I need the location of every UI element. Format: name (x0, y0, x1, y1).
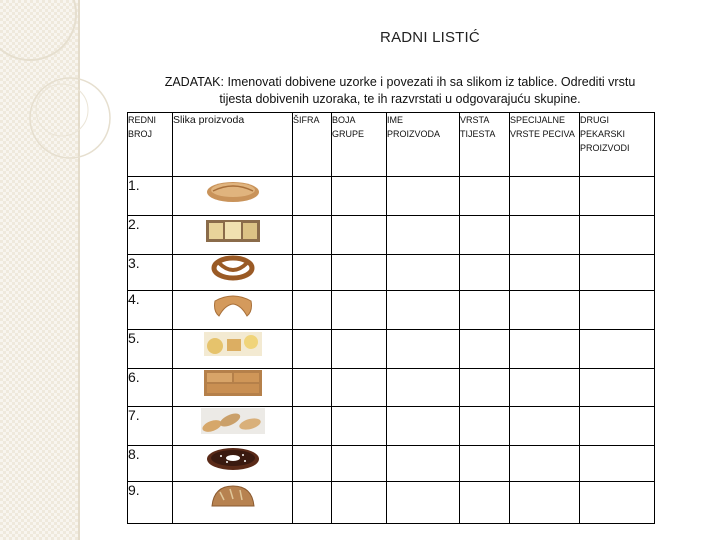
task-instructions (130, 74, 670, 108)
row-number: 1. (128, 177, 173, 216)
table-row (128, 290, 655, 329)
header-specijalne-vrste-peciva: SPECIJALNE VRSTE PECIVA (510, 113, 580, 177)
row-number: 8. (128, 446, 173, 482)
header-sifra: ŠIFRA (293, 113, 332, 177)
table-row (128, 407, 655, 446)
task-line-1: ZADATAK: Imenovati dobivene uzorke i povezati ih sa slikom iz tablice. Odrediti vrstu (164, 75, 636, 89)
header-boja-grupe: BOJA GRUPE (332, 113, 387, 177)
bread-loaf-icon (208, 482, 258, 512)
row-number: 7. (128, 407, 173, 446)
table-row (128, 368, 655, 407)
cheese-pie-icon (205, 216, 261, 244)
row-number: 9. (128, 482, 173, 524)
header-row (128, 113, 655, 177)
header-slika-proizvoda: Slika proizvoda (173, 113, 293, 177)
table-row (128, 215, 655, 254)
table-row (128, 329, 655, 368)
row-number: 3. (128, 254, 173, 290)
pretzel-icon (211, 255, 255, 281)
table-row (128, 446, 655, 482)
task-line-2: tijesta dobivenih uzoraka, te ih razvrstati u odgovarajuću skupine. (219, 92, 581, 106)
row-number: 4. (128, 290, 173, 329)
bread-loaves-icon (203, 369, 263, 397)
table-row (128, 254, 655, 290)
cream-rolls-icon (200, 407, 266, 435)
header-vrsta-tijesta: VRSTA TIJESTA (460, 113, 510, 177)
croissant-icon (211, 291, 255, 319)
header-ime-proizvoda: IME PROIZVODA (387, 113, 460, 177)
table-row (128, 482, 655, 524)
row-number: 5. (128, 329, 173, 368)
page-title: RADNI LISTIĆ (380, 29, 480, 46)
row-number: 2. (128, 215, 173, 254)
header-drugi-pekarski-proizvodi: DRUGI PEKARSKI PROIZVODI (580, 113, 655, 177)
worksheet-table (127, 112, 655, 524)
header-redni-broj: REDNI BROJ (128, 113, 173, 177)
pastry-assortment-icon (203, 330, 263, 358)
table-row (128, 177, 655, 216)
row-number: 6. (128, 368, 173, 407)
pastry-roll-icon (205, 177, 261, 205)
donut-icon (205, 446, 261, 472)
